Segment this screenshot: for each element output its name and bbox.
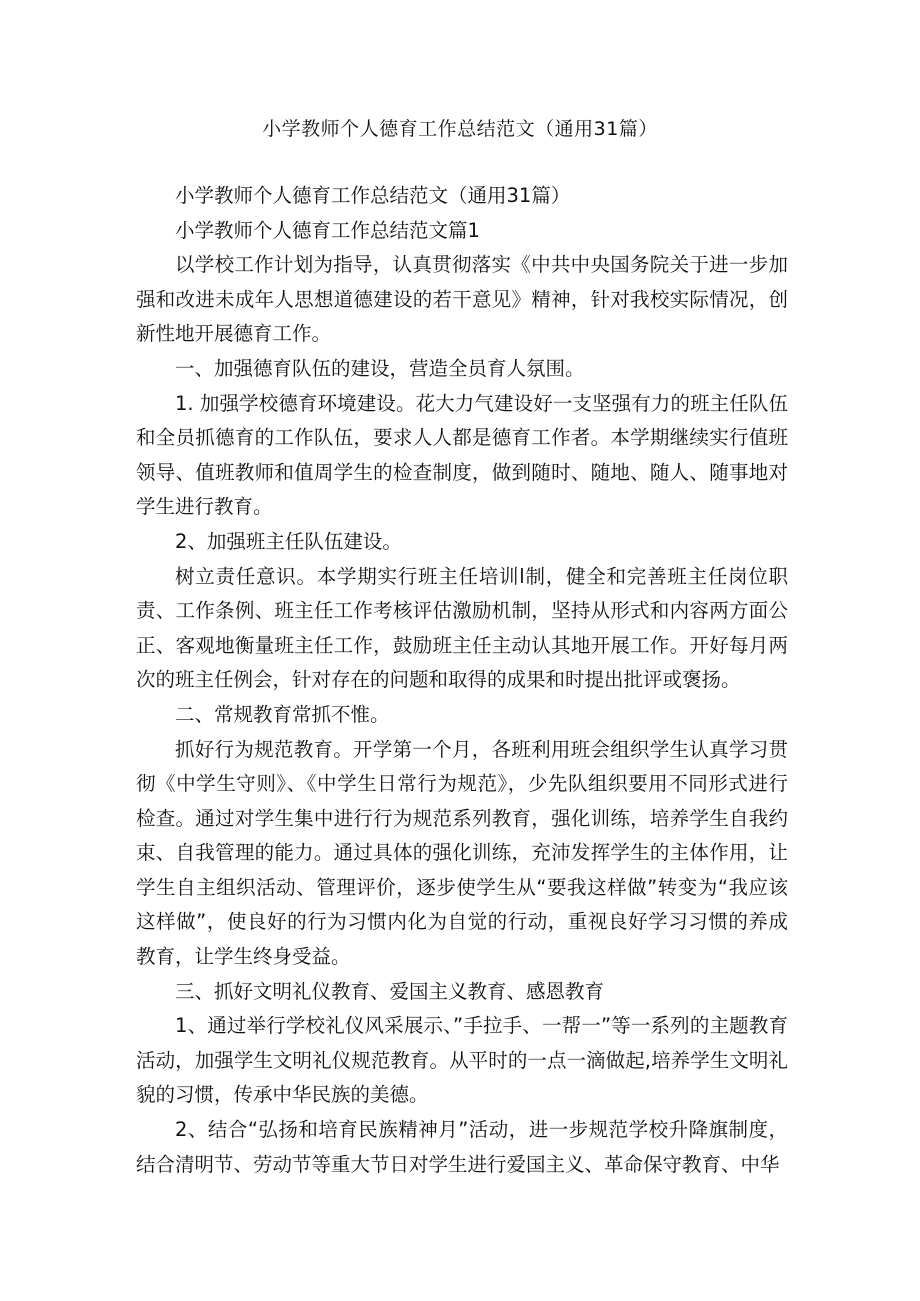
paragraph: 1. 加强学校德育环境建设。花大力气建设好一支坚强有力的班主任队伍和全员抓德育的工作队伍，要求人人都是德育工作者。本学期继续实行值班领导、值班教师和值周学生的检查制度，做到随时、随地、随人、随事地对学生进行教育。: [136, 391, 788, 519]
paragraph: 1、通过举行学校礼仪风采展示、”手拉手、一帮一”等一系列的主题教育活动，加强学生文明礼仪规范教育。从平时的一点一滴做起,培养学生文明礼貌的习惯，传承中华民族的美德。: [136, 1014, 788, 1107]
paragraph: 树立责任意识。本学期实行班主任培训l制，健全和完善班主任岗位职责、工作条例、班主任工作考核评估激励机制，坚持从形式和内容两方面公正、客观地衡量班主任工作，鼓励班主任主动认其地开展工作。开好每月两次的班主任例会，针对存在的问题和取得的成果和时提出批评或褒扬。: [136, 564, 788, 692]
section-heading: 一、加强德育队伍的建设，营造全员育人氛围。: [175, 356, 585, 380]
document-title: 小学教师个人德育工作总结范文（通用31篇）: [262, 118, 658, 140]
document-body: [136, 179, 788, 1182]
paragraph: 抓好行为规范教育。开学第一个月，各班利用班会组织学生认真学习贯彻《中学生守则》、《中学生日常行为规范》，少先队组织要用不同形式进行检查。通过对学生集中进行行为规范系列教育，强化训练，培养学生自我约束、自我管理的能力。通过具体的强化训练，充沛发挥学生的主体作用，让学生自主组织活动、管理评价，逐步使学生从“要我这样做”转变为“我应该这样做”，使良好的行为习惯内化为自觉的行动，重视良好学习习惯的养成教育，让学生终身受益。: [136, 737, 788, 969]
paragraph: 2、结合“弘扬和培育民族精神月”活动，进一步规范学校升降旗制度，结合清明节、劳动节等重大节日对学生进行爱国主义、革命保守教育、中华: [136, 1118, 788, 1176]
section-heading: 三、抓好文明礼仪教育、爱国主义教育、感恩教育: [175, 979, 605, 1003]
subsection-heading: 2、加强班主任队伍建设。: [175, 529, 402, 553]
paragraph: 以学校工作计划为指导，认真贯彻落实《中共中央国务院关于进一步加强和改进未成年人思想道德建设的若干意见》精神，针对我校实际情况，创新性地开展德育工作。: [136, 253, 788, 346]
article-heading: 小学教师个人德育工作总结范文篇1: [175, 218, 480, 242]
intro-heading: 小学教师个人德育工作总结范文（通用31篇）: [175, 184, 571, 207]
section-heading: 二、常规教育常抓不惟。: [175, 702, 390, 726]
